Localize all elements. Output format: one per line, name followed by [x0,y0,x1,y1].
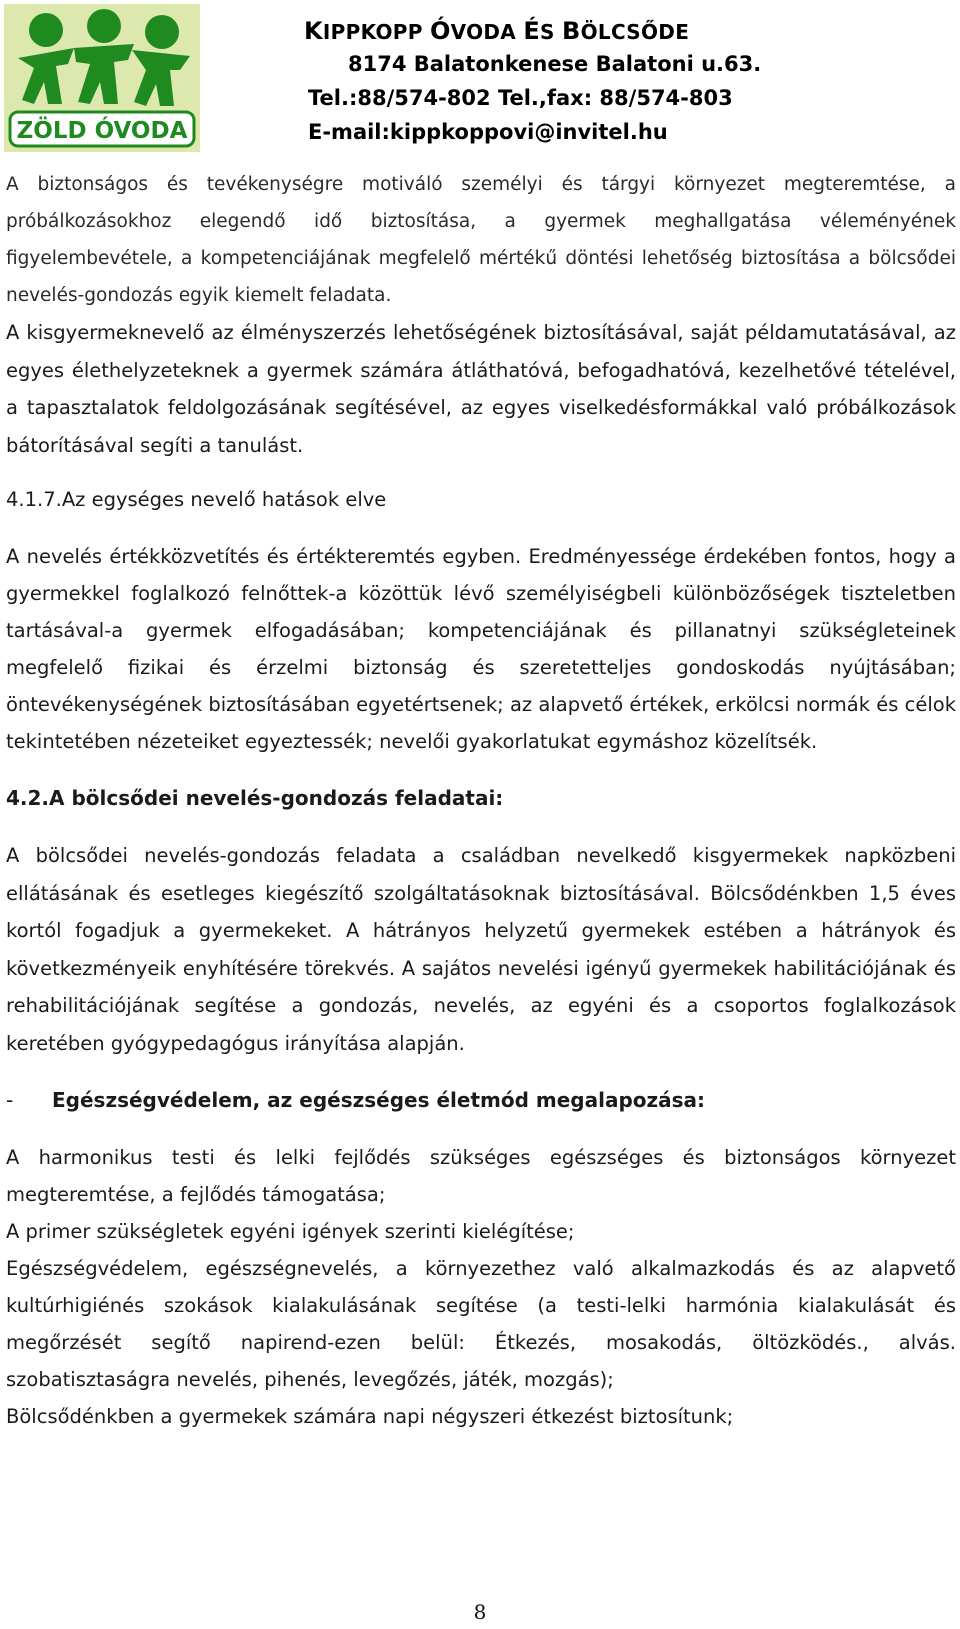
paragraph-tasks: A bölcsődei nevelés-gondozás feladata a családban nevelkedő kisgyermekek napközbeni ellátásának és esetleges kiegészítő szolgáltatásoknak biztosításával. Bölcsődénkben 1,5 éves kortól fogadjuk a gyermekeket. A hátrányos helyzetű gyermekek estében a hátrányok és következményeik enyhítésére törekvés. A sajátos nevelési igényű gyermekek habilitációjának és rehabilitációjának segítése a gondozás, nevelés, az egyéni és a csoportos foglalkozások keretében gyógypedagógus irányítása alapján. [6,844,956,1055]
subheading-unified-principles: 4.1.7.Az egységes nevelő hatások elve [6,488,387,511]
institution-name: KIPPKOPP ÓVODA ÉS BÖLCSŐDE [304,17,690,45]
paragraph-environment: A biztonságos és tevékenységre motiváló személyi és tárgyi környezet megteremtése, a próbálkozásokhoz elegendő idő biztosítása, a gyermek meghallgatása véleményének figyelembevétele, a kompetenciájának megfelelő mértékű döntési lehetőség biztosítása a bölcsődei nevelés-gondozás egyik kiemelt feladata. [6,174,956,306]
logo-text: ZÖLD ÓVODA [16,118,188,144]
logo-graphic [4,4,200,152]
paragraph-values-text: Eredményessége érdekében fontos, hogy a gyermekkel foglalkozó felnőttek-a közöttük lévő személyiségbeli különbözőségek tiszteletben tartásával-a gyermek elfogadásában; kompetenciájának és pillanatnyi szükségleteinek megfelelő fizikai és érzelmi biztonság és szeretetteljes gondoskodás nyújtásában; öntevékenységének biztosításában egyetértsenek; az alapvető értékek, erkölcsi normák és célok tekintetében nézeteiket egyeztessék; nevelői gyakorlatukat egymáshoz közelítsék. [6,545,956,753]
document-body [6,166,956,1435]
health-list [6,1139,956,1435]
list-item: A primer szükségletek egyéni igények szerinti kielégítése; [6,1220,575,1243]
letterhead [304,16,954,149]
paragraph-values [6,538,956,760]
list-item: Egészségvédelem, egészségnevelés, a környezethez való alkalmazkodás és az alapvető kultúrhigiénés szokások kialakulásának segítése (a testi-lelki harmónia kialakulását és megőrzését segítő napirend-ezen belül: Étkezés, mosakodás, öltözködés., alvás. szobatisztaságra nevelés, pihenés, levegőzés, játék, mozgás); [6,1257,956,1391]
list-item: Bölcsődénkben a gyermekek számára napi négyszeri étkezést biztosítunk; [6,1405,734,1428]
bullet-heading-health [6,1082,956,1119]
list-item: A harmonikus testi és lelki fejlődés szükséges egészséges és biztonságos környezet megteremtése, a fejlődés támogatása; [6,1146,956,1206]
address-line: 8174 Balatonkenese Balatoni u.63. [348,52,762,76]
paragraph-learning: A kisgyermeknevelő az élményszerzés lehetőségének biztosításával, saját példamutatásával, az egyes élethelyzeteknek a gyermek számára átláthatóvá, befogadhatóvá, kezelhetővé tételével, a tapasztalatok feldolgozásának segítésével, az egyes viselkedésformákkal való próbálkozások bátorításával segíti a tanulást. [6,321,956,457]
bullet-heading-text: Egészségvédelem, az egészséges életmód megalapozása: [52,1088,706,1112]
email-line: E-mail:kippkoppovi@invitel.hu [308,120,668,144]
phone-line: Tel.:88/574-802 Tel.,fax: 88/574-803 [308,86,733,110]
school-logo [4,4,200,152]
paragraph-values-lead: A nevelés értékközvetítés és értékteremtés egyben. [6,545,522,568]
section-heading-tasks: 4.2.A bölcsődei nevelés-gondozás feladatai: [6,786,504,810]
bullet-dash: - [6,1088,14,1112]
page-number: 8 [473,1600,487,1624]
